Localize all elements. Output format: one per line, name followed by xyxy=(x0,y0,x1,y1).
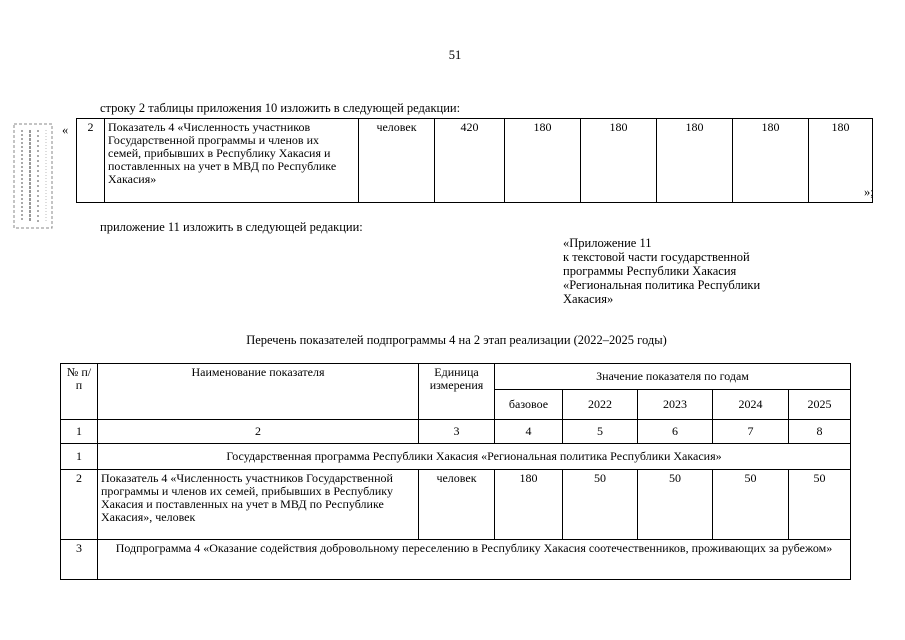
value-cell: 180 xyxy=(581,119,657,203)
value-cell: 180 xyxy=(809,119,873,203)
indicator-name: Показатель 4 «Численность участников Государственной программы и членов их семей, прибывших в Республику Хакасия и поставленных на учет в МВД по Республике Хакасия», человек xyxy=(98,470,419,540)
header-year: базовое xyxy=(495,390,563,420)
appendix-line: к текстовой части государственной xyxy=(563,250,750,264)
stamp-graphic xyxy=(12,122,54,230)
amendment2-intro: приложение 11 изложить в следующей редакции: xyxy=(100,220,363,234)
table-row xyxy=(61,444,851,470)
indicator-unit: человек xyxy=(419,470,495,540)
row-number: 2 xyxy=(61,470,98,540)
page-number: 51 xyxy=(448,48,462,62)
table-row xyxy=(61,540,851,580)
value-cell: 420 xyxy=(435,119,505,203)
amendment1-table xyxy=(76,118,873,203)
column-numbers-row xyxy=(61,420,851,444)
row-number: 3 xyxy=(61,540,98,580)
value-cell: 50 xyxy=(638,470,713,540)
open-quote: « xyxy=(62,123,69,137)
value-cell: 180 xyxy=(505,119,581,203)
col-number: 8 xyxy=(789,420,851,444)
col-number: 6 xyxy=(638,420,713,444)
indicators-table xyxy=(60,363,851,580)
row-number: 1 xyxy=(61,444,98,470)
indicator-unit: человек xyxy=(359,119,435,203)
subprogram-title: Подпрограмма 4 «Оказание содействия добровольному переселению в Республику Хакасия соотечественников, проживающих за рубежом» xyxy=(98,540,851,580)
header-year: 2023 xyxy=(638,390,713,420)
value-cell: 180 xyxy=(733,119,809,203)
value-cell: 50 xyxy=(713,470,789,540)
amendment1-row xyxy=(77,119,873,203)
program-title: Государственная программа Республики Хакасия «Региональная политика Республики Хакасия» xyxy=(98,444,851,470)
value-cell: 50 xyxy=(789,470,851,540)
col-number: 1 xyxy=(61,420,98,444)
col-number: 2 xyxy=(98,420,419,444)
col-number: 3 xyxy=(419,420,495,444)
appendix-line: программы Республики Хакасия xyxy=(563,264,737,278)
col-number: 4 xyxy=(495,420,563,444)
col-number: 5 xyxy=(563,420,638,444)
col-number: 7 xyxy=(713,420,789,444)
value-cell: 180 xyxy=(657,119,733,203)
appendix-line: «Региональная политика Республики xyxy=(563,278,761,292)
appendix-line: «Приложение 11 xyxy=(563,236,652,250)
header-row xyxy=(61,364,851,390)
table-row xyxy=(61,470,851,540)
header-name: Наименование показателя xyxy=(98,364,419,420)
appendix-line: Хакасия» xyxy=(563,292,614,306)
header-values-group: Значение показателя по годам xyxy=(495,364,851,390)
header-num: № п/п xyxy=(61,364,98,420)
indicator-name: Показатель 4 «Численность участников Государственной программы и членов их семей, прибывших в Республику Хакасия и поставленных на учет в МВД по Республике Хакасия» xyxy=(105,119,359,203)
header-unit: Единица измерения xyxy=(419,364,495,420)
margin-stamp xyxy=(12,122,54,230)
header-year: 2025 xyxy=(789,390,851,420)
close-quote: »; xyxy=(864,185,874,199)
header-year: 2022 xyxy=(563,390,638,420)
amendment1-intro: строку 2 таблицы приложения 10 изложить в следующей редакции: xyxy=(100,101,461,115)
header-year: 2024 xyxy=(713,390,789,420)
value-cell: 50 xyxy=(563,470,638,540)
table-title: Перечень показателей подпрограммы 4 на 2 этап реализации (2022–2025 годы) xyxy=(246,333,667,347)
value-cell: 180 xyxy=(495,470,563,540)
appendix-heading xyxy=(563,236,760,306)
row-number: 2 xyxy=(77,119,105,203)
